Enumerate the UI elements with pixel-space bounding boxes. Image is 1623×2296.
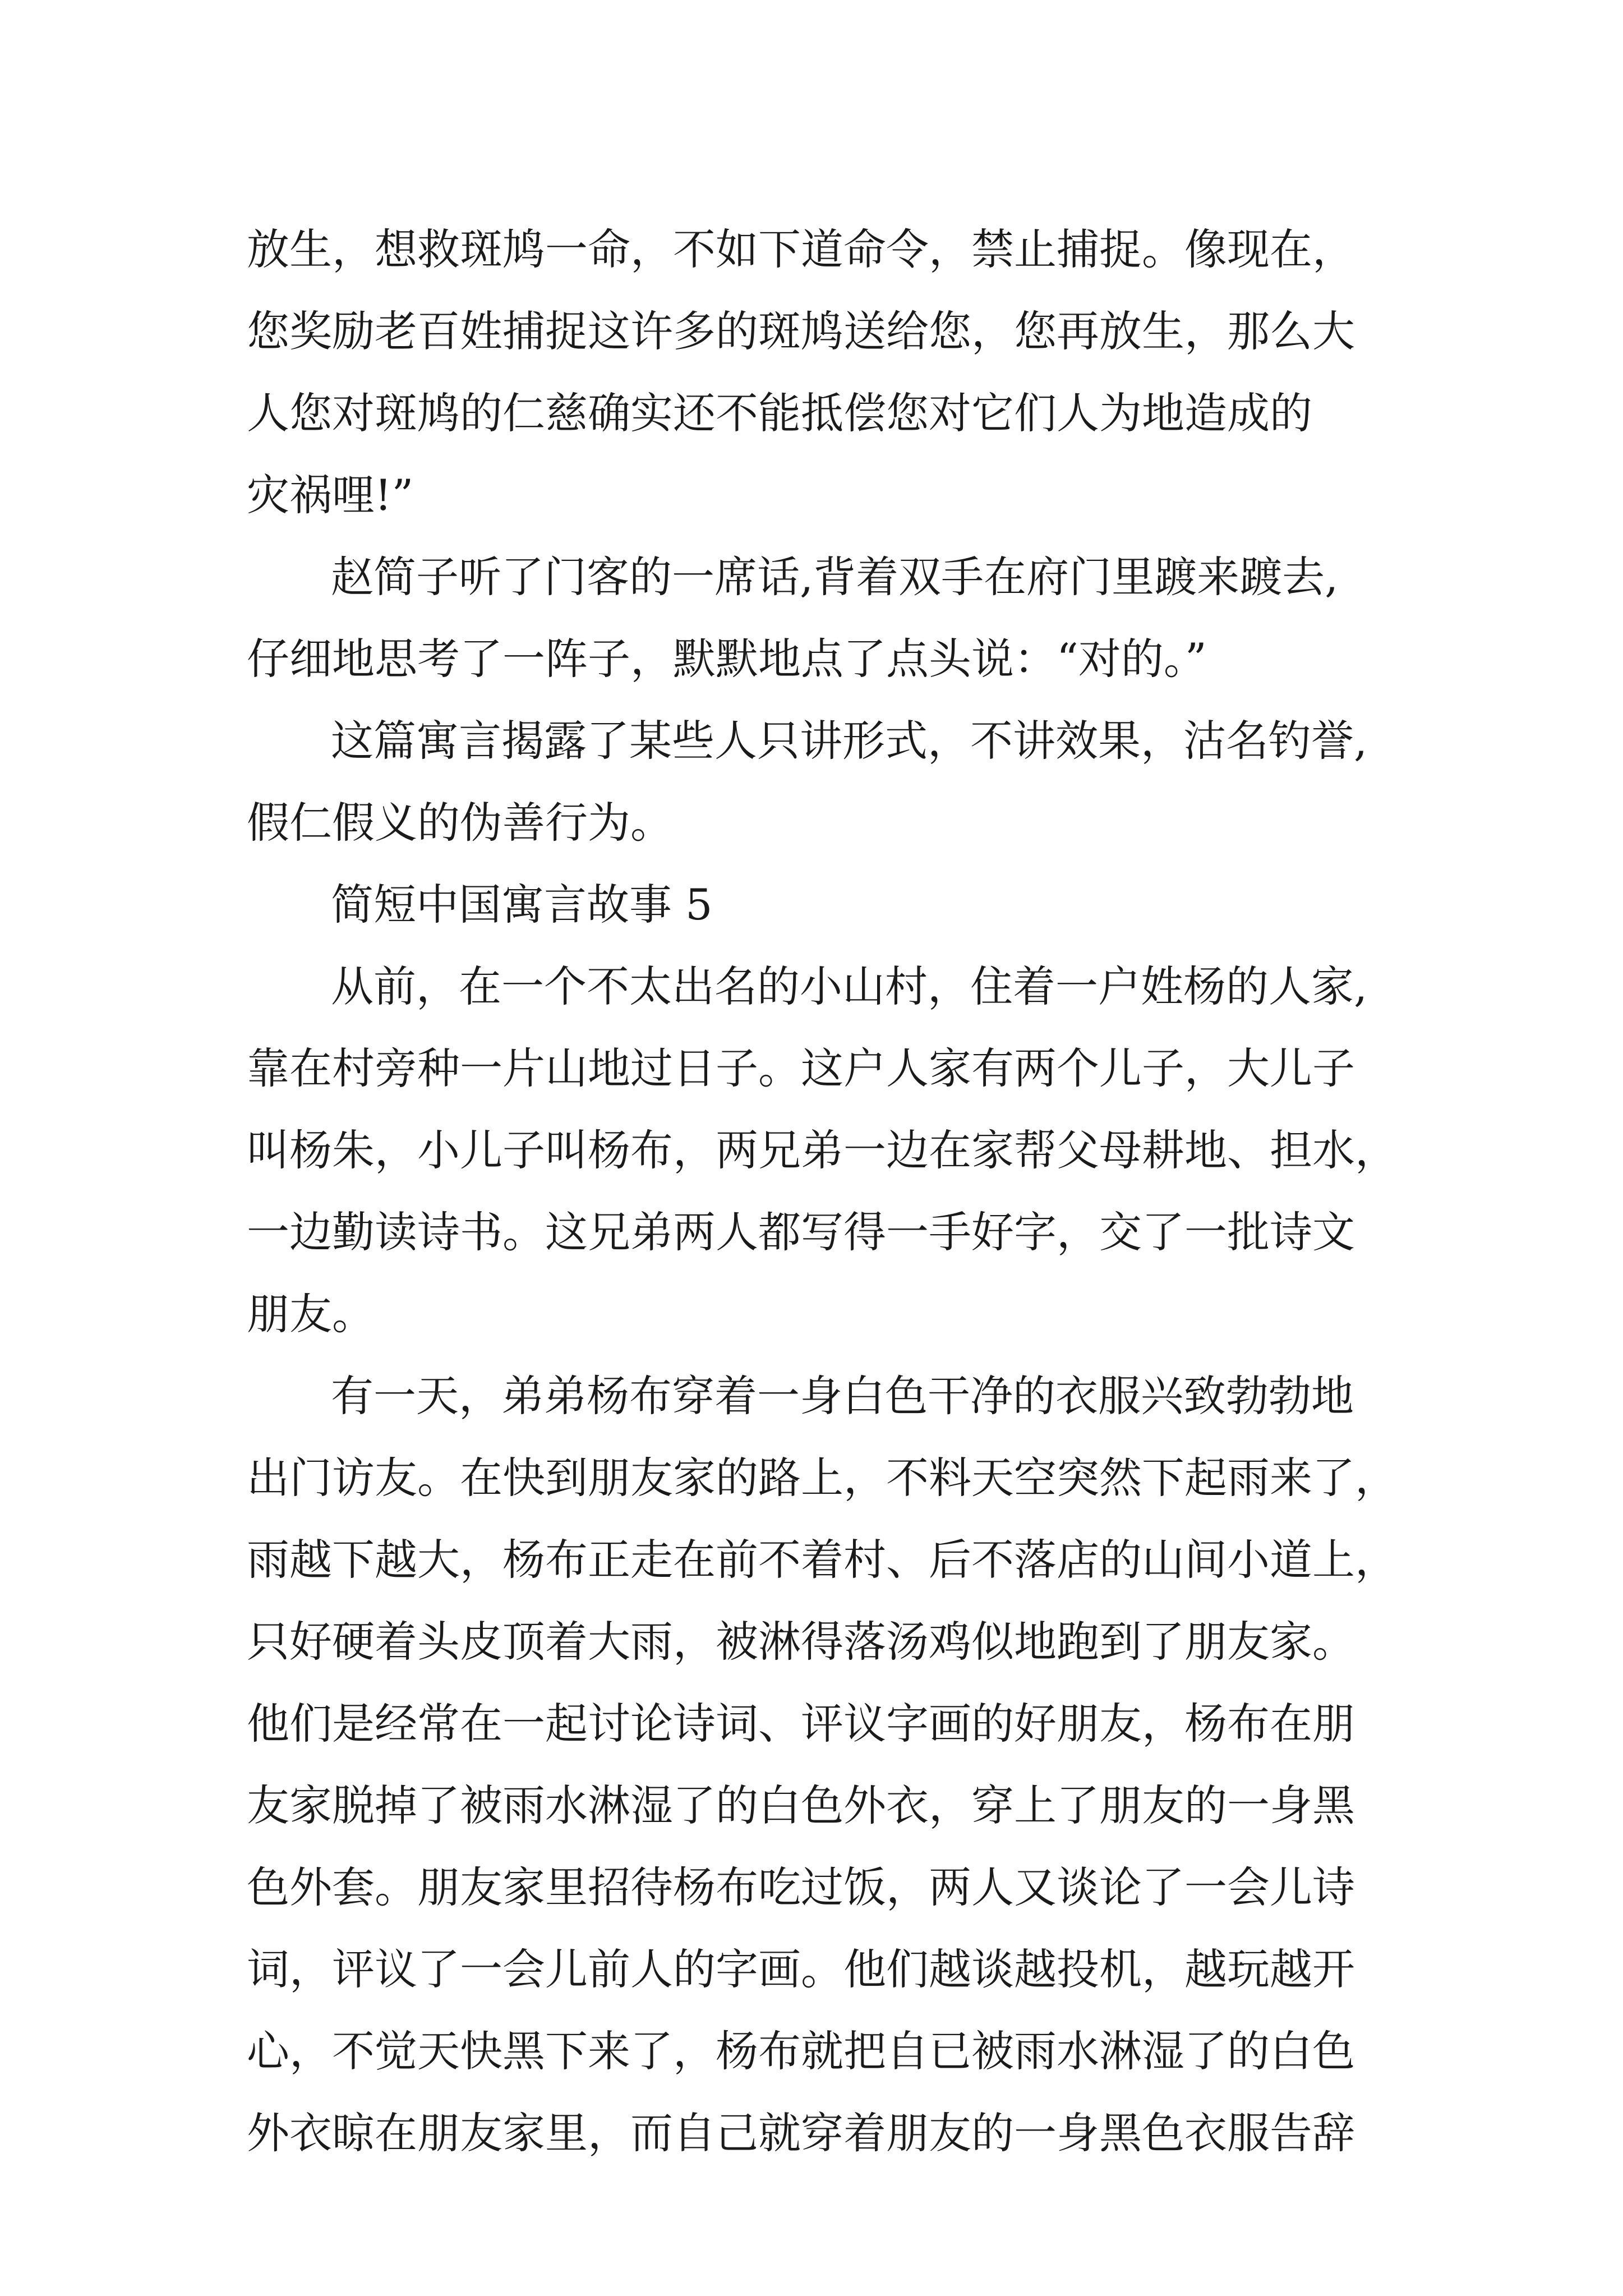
text-line: 这篇寓言揭露了某些人只讲形式，不讲效果，沽名钓誉, xyxy=(331,716,1368,766)
text-line: 靠在村旁种一片山地过日子。这户人家有两个儿子，大儿子 xyxy=(247,1043,1355,1093)
text-line: 放生，想救斑鸠一命，不如下道命令，禁止捕捉。像现在， xyxy=(247,224,1355,274)
section-heading: 简短中国寓言故事 5 xyxy=(331,880,713,930)
text-line: 朋友。 xyxy=(247,1289,375,1339)
text-line: 出门访友。在快到朋友家的路上，不料天空突然下起雨来了， xyxy=(247,1453,1398,1503)
text-line: 从前，在一个不太出名的小山村，住着一户姓杨的人家, xyxy=(331,961,1368,1011)
text-line: 外衣晾在朋友家里，而自己就穿着朋友的一身黑色衣服告辞 xyxy=(247,2108,1355,2158)
text-line: 仔细地思考了一阵子，默默地点了点头说：“对的。” xyxy=(247,634,1207,684)
text-line: 雨越下越大，杨布正走在前不着村、后不落店的山间小道上， xyxy=(247,1535,1398,1585)
text-line: 词，评议了一会儿前人的字画。他们越谈越投机，越玩越开 xyxy=(247,1944,1355,1994)
text-line: 友家脱掉了被雨水淋湿了的白色外衣，穿上了朋友的一身黑 xyxy=(247,1780,1355,1830)
text-line: 只好硬着头皮顶着大雨，被淋得落汤鸡似地跑到了朋友家。 xyxy=(247,1617,1355,1667)
text-line: 叫杨朱，小儿子叫杨布，两兄弟一边在家帮父母耕地、担水， xyxy=(247,1125,1398,1175)
text-line: 有一天，弟弟杨布穿着一身白色干净的衣服兴致勃勃地 xyxy=(331,1371,1354,1421)
text-line: 色外套。朋友家里招待杨布吃过饭，两人又谈论了一会儿诗 xyxy=(247,1862,1355,1912)
text-line: 灾祸哩!” xyxy=(247,470,414,520)
text-line: 一边勤读诗书。这兄弟两人都写得一手好字，交了一批诗文 xyxy=(247,1207,1355,1257)
text-line: 心，不觉天快黑下来了，杨布就把自已被雨水淋湿了的白色 xyxy=(247,2026,1355,2076)
text-line: 赵简子听了门客的一席话,背着双手在府门里踱来踱去, xyxy=(331,552,1339,602)
text-line: 假仁假义的伪善行为。 xyxy=(247,798,673,848)
text-line: 人您对斑鸠的仁慈确实还不能抵偿您对它们人为地造成的 xyxy=(247,388,1312,438)
text-line: 他们是经常在一起讨论诗词、评议字画的好朋友，杨布在朋 xyxy=(247,1699,1355,1749)
document-page xyxy=(247,209,1398,2174)
text-line: 您奖励老百姓捕捉这许多的斑鸠送给您，您再放生，那么大 xyxy=(247,306,1355,356)
